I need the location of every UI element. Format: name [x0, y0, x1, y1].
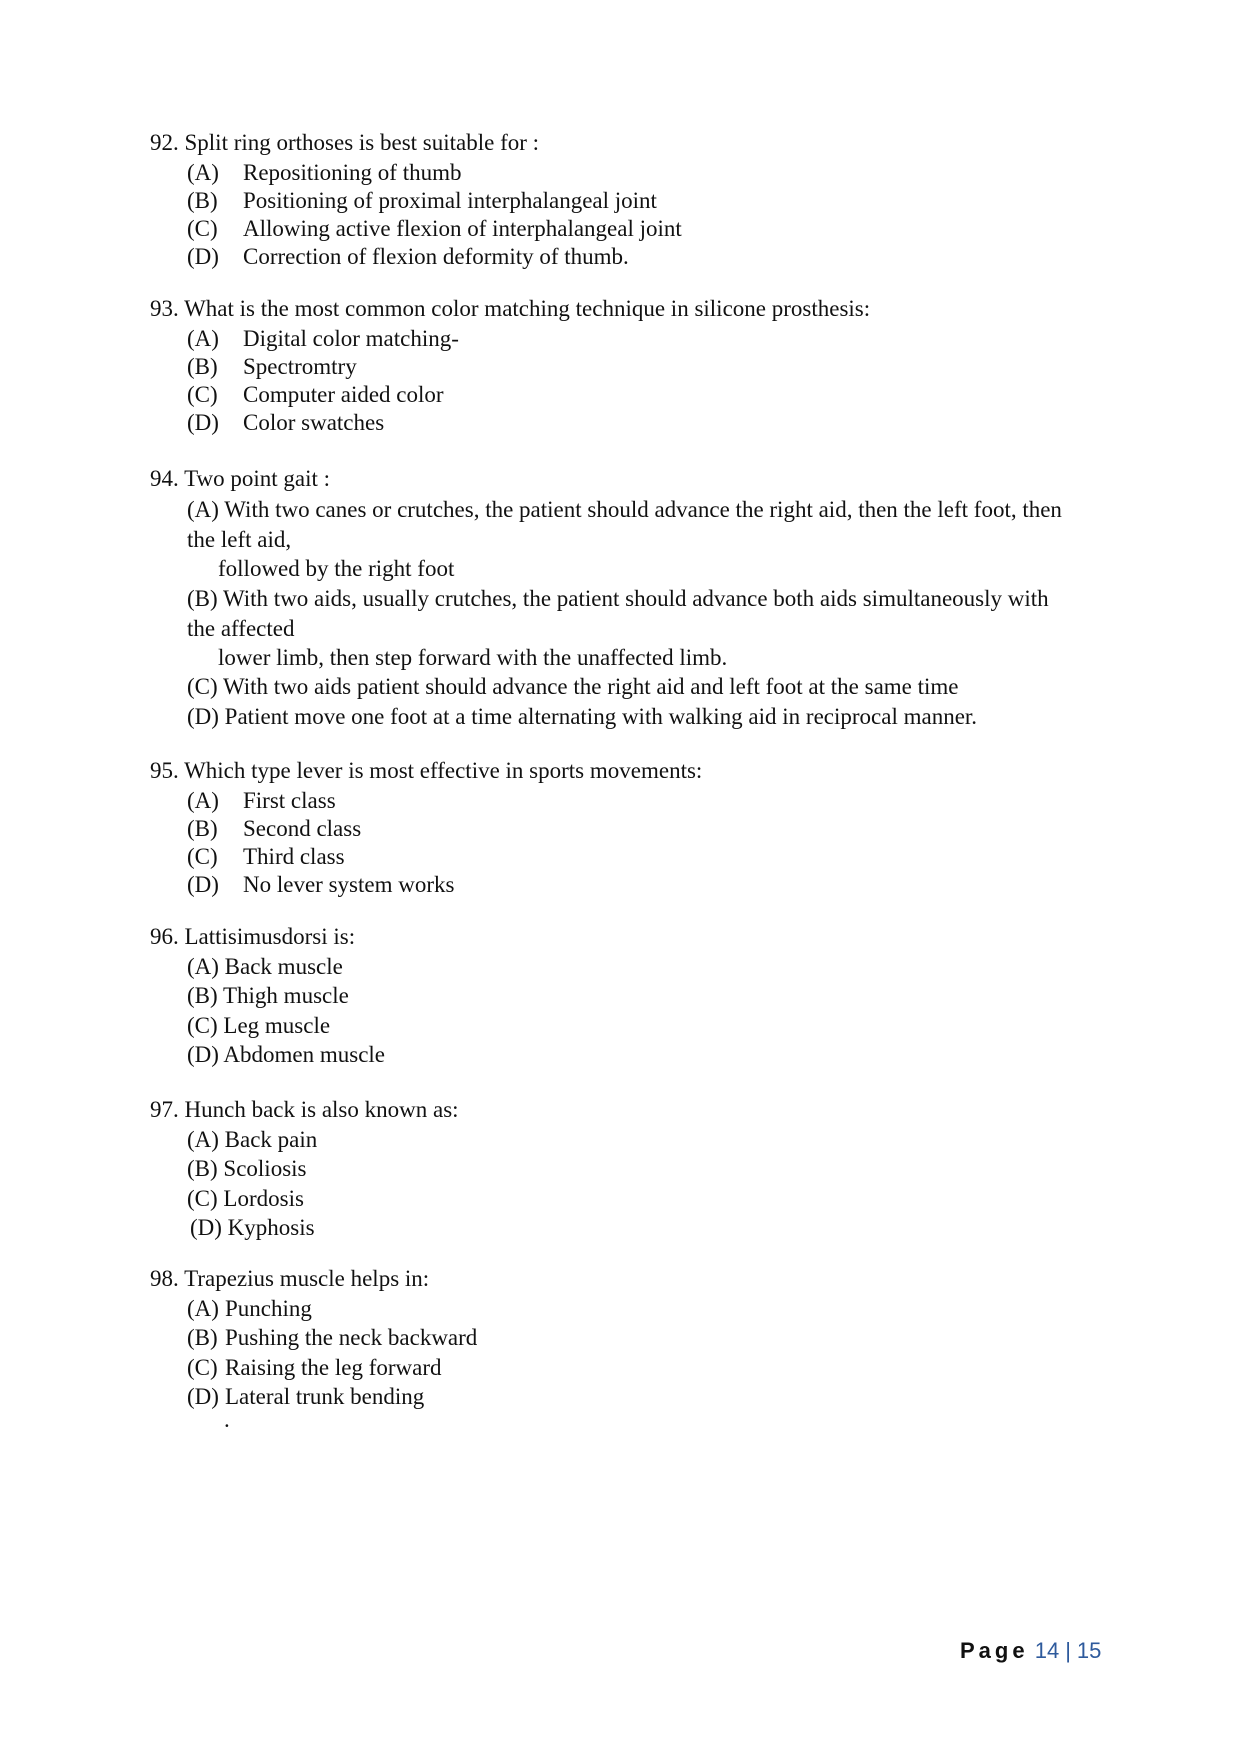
- option-b: (B) Second class: [187, 816, 362, 841]
- option-d: (D) Color swatches: [187, 410, 385, 435]
- option-b-continuation: lower limb, then step forward with the unaffected limb.: [218, 645, 728, 670]
- option-a: (A) Repositioning of thumb: [187, 160, 462, 185]
- option-d: (D) Lateral trunk bending: [187, 1384, 425, 1409]
- option-b: (B) Thigh muscle: [187, 983, 349, 1008]
- option-d: (D) Correction of flexion deformity of thumb.: [187, 244, 629, 269]
- page-separator: |: [1065, 1638, 1071, 1663]
- option-a: (A) First class: [187, 788, 336, 813]
- option-b: (B) Spectromtry: [187, 354, 357, 379]
- question-97: [150, 1095, 1150, 1240]
- option-a-continuation: followed by the right foot: [218, 556, 455, 581]
- question-stem: 94. Two point gait :: [150, 466, 331, 491]
- option-d: (D) No lever system works: [187, 872, 455, 897]
- question-stem: 92. Split ring orthoses is best suitable for :: [150, 130, 540, 155]
- question-95: [150, 756, 1150, 897]
- option-a: (A) Punching: [187, 1296, 312, 1321]
- question-96: [150, 922, 1150, 1067]
- question-stem: 93. What is the most common color matching technique in silicone prosthesis:: [150, 296, 871, 321]
- option-c: (C) With two aids patient should advance the right aid and left foot at the same time: [187, 674, 959, 699]
- option-a: (A) With two canes or crutches, the patient should advance the right aid, then the left foot, then the left aid,: [187, 497, 1062, 552]
- trailing-dot: .: [224, 1407, 230, 1432]
- page-label: Page: [960, 1638, 1029, 1663]
- total-pages: 15: [1076, 1638, 1102, 1663]
- option-c: (C) Third class: [187, 844, 345, 869]
- option-d: (D) Abdomen muscle: [187, 1042, 386, 1067]
- current-page: 14: [1034, 1638, 1060, 1663]
- option-a: (A) Digital color matching-: [187, 326, 459, 351]
- option-a: (A) Back pain: [187, 1127, 318, 1152]
- option-d: (D) Patient move one foot at a time alternating with walking aid in reciprocal manner.: [187, 704, 978, 729]
- option-b: (B) With two aids, usually crutches, the patient should advance both aids simultaneously with the affected: [187, 586, 1049, 641]
- question-93: [150, 294, 1150, 435]
- question-stem: 98. Trapezius muscle helps in:: [150, 1266, 430, 1291]
- question-stem: 97. Hunch back is also known as:: [150, 1097, 459, 1122]
- option-b: (B) Positioning of proximal interphalangeal joint: [187, 188, 657, 213]
- question-94: [150, 464, 1150, 729]
- question-92: [150, 128, 1150, 269]
- page-footer: [960, 1636, 1101, 1666]
- option-a: (A) Back muscle: [187, 954, 343, 979]
- question-stem: 96. Lattisimusdorsi is:: [150, 924, 356, 949]
- question-stem: 95. Which type lever is most effective in sports movements:: [150, 758, 703, 783]
- question-98: [150, 1264, 1150, 1409]
- option-c: (C) Computer aided color: [187, 382, 444, 407]
- option-b: (B) Scoliosis: [187, 1156, 307, 1181]
- option-d: (D) Kyphosis: [190, 1215, 315, 1240]
- option-c: (C) Allowing active flexion of interphalangeal joint: [187, 216, 682, 241]
- option-b: (B) Pushing the neck backward: [187, 1325, 478, 1350]
- option-c: (C) Leg muscle: [187, 1013, 331, 1038]
- option-c: (C) Lordosis: [187, 1186, 304, 1211]
- option-c: (C) Raising the leg forward: [187, 1355, 442, 1380]
